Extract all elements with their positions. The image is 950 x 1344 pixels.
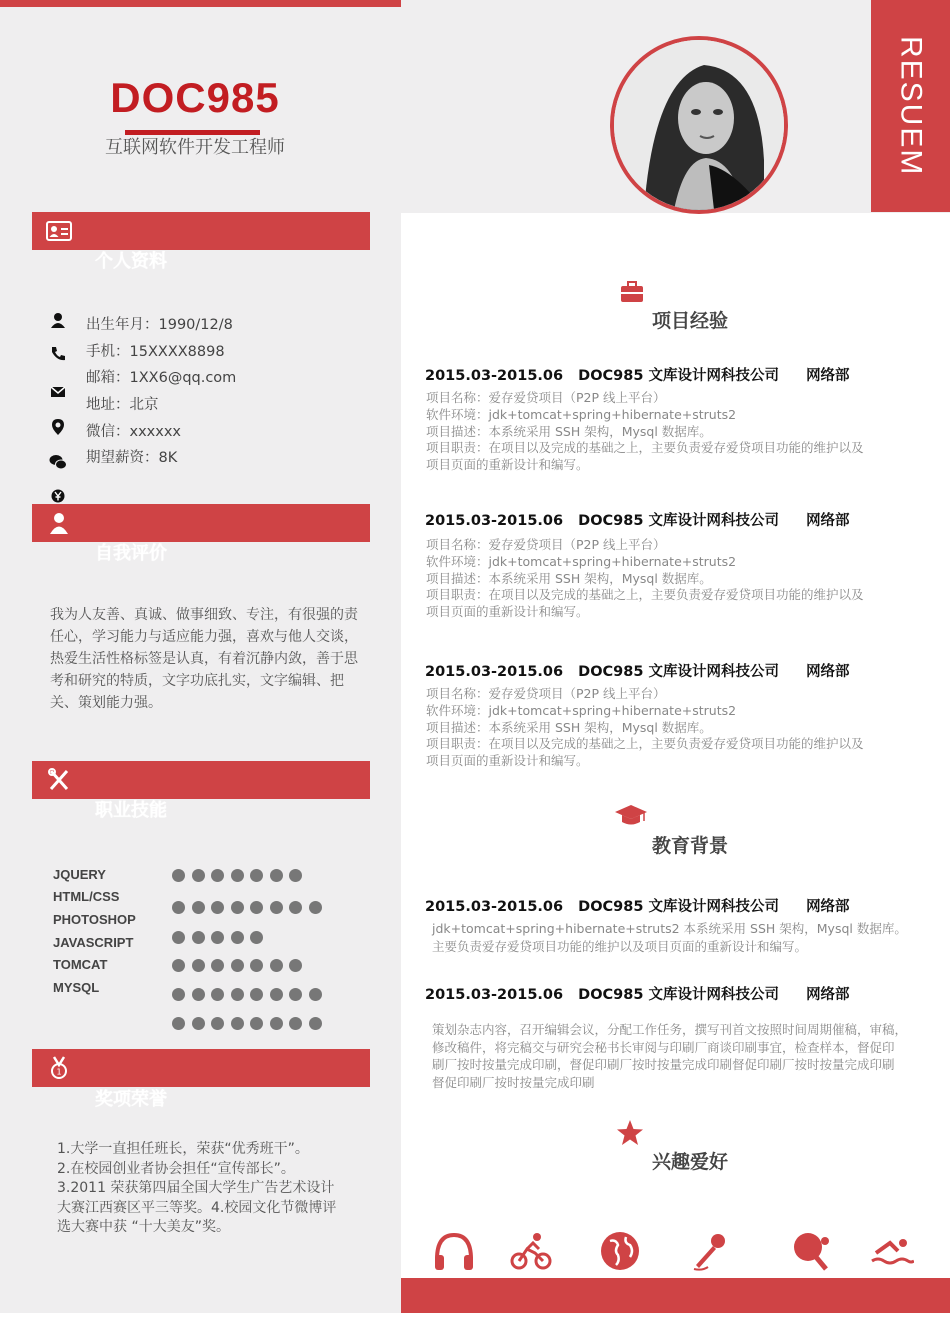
left-top-accent-bar <box>0 0 401 7</box>
skill-dot <box>172 869 185 882</box>
awards-header <box>32 1049 370 1087</box>
entry-line: 刷厂按时按量完成印刷，督促印刷厂按时按量完成印刷督促印刷厂按时按量完成印刷 <box>432 1057 895 1072</box>
skill-level-dots <box>172 901 328 914</box>
project-entry-heading <box>425 364 850 385</box>
skill-dot <box>192 1017 205 1030</box>
entry-line: 项目描述：本系统采用 SSH 架构，Mysql 数据库。 <box>426 570 712 586</box>
skill-dot <box>250 869 263 882</box>
job-title: 互联网软件开发工程师 <box>105 137 285 158</box>
skill-dot <box>172 959 185 972</box>
skill-dot <box>270 1017 283 1030</box>
project-entry-body <box>426 390 864 474</box>
candidate-name: DOC985 <box>110 74 280 121</box>
skill-dot <box>231 931 244 944</box>
skill-dot <box>211 931 224 944</box>
entry-dept: 网络部 <box>806 513 850 529</box>
entry-date: 2015.03-2015.06 <box>425 368 564 384</box>
entry-line: 项目职责：在项目以及完成的基础之上，主要负责爱存爱贷项目功能的维护以及 <box>426 440 864 456</box>
entry-line: 督促印刷厂按时按量完成印刷 <box>432 1074 595 1090</box>
skill-name: JQUERY <box>53 867 106 882</box>
education-entry-body <box>432 1021 907 1091</box>
person-icon <box>48 311 68 331</box>
entry-company: DOC985 文库设计网科技公司 <box>578 368 779 384</box>
skill-name: TOMCAT <box>53 957 108 972</box>
skill-level-dots <box>172 959 309 972</box>
briefcase-icon <box>619 279 645 305</box>
entry-dept: 网络部 <box>806 664 850 680</box>
entry-company: DOC985 文库设计网科技公司 <box>578 664 779 680</box>
skill-dot <box>250 1017 263 1030</box>
entry-line: 软件环境：jdk+tomcat+spring+hibernate+struts2 <box>426 406 737 422</box>
skills-header <box>32 761 370 799</box>
phone-icon <box>48 344 68 364</box>
mail-icon <box>48 382 68 402</box>
skill-dot <box>192 931 205 944</box>
skill-dot <box>270 901 283 914</box>
medal-icon <box>46 1056 72 1080</box>
education-entry-body <box>432 920 907 955</box>
user-icon <box>46 511 72 535</box>
skill-dot <box>309 901 322 914</box>
skill-dot <box>289 988 302 1001</box>
skill-dot <box>270 959 283 972</box>
entry-company: DOC985 文库设计网科技公司 <box>578 513 779 529</box>
entry-date: 2015.03-2015.06 <box>425 513 564 529</box>
project-entry-body <box>426 686 864 770</box>
education-entry-heading <box>425 983 850 1004</box>
awards-title: 奖项荣誉 <box>95 1089 167 1110</box>
skill-dot <box>211 869 224 882</box>
project-entry-heading <box>425 660 850 681</box>
award-line: 2.在校园创业者协会担任“宣传部长”。 <box>57 1160 295 1177</box>
skill-dot <box>231 959 244 972</box>
hobbies-title: 兴趣爱好 <box>652 1151 729 1173</box>
svg-text:1: 1 <box>56 1067 62 1077</box>
awards-list <box>57 1140 357 1238</box>
skill-name: JAVASCRIPT <box>53 935 134 950</box>
skill-dot <box>192 869 205 882</box>
self-eval-header <box>32 504 370 542</box>
skill-name: HTML/CSS <box>53 889 120 904</box>
graduation-cap-icon <box>614 803 648 829</box>
skill-name: PHOTOSHOP <box>53 912 136 927</box>
skill-dot <box>250 901 263 914</box>
email: 邮箱：1XX6@qq.com <box>86 370 237 386</box>
tools-icon <box>46 768 72 792</box>
skill-dot <box>250 931 263 944</box>
award-line: 大赛江西赛区平三等奖。4.校园文化节微博评 <box>57 1199 337 1216</box>
skill-dot <box>289 1017 302 1030</box>
skill-dot <box>309 988 322 1001</box>
skill-dot <box>289 959 302 972</box>
entry-line: 项目描述：本系统采用 SSH 架构，Mysql 数据库。 <box>426 423 712 439</box>
skill-dot <box>289 869 302 882</box>
swimming-icon <box>870 1229 914 1273</box>
entry-dept: 网络部 <box>806 987 850 1003</box>
entry-line: 项目名称：爱存爱贷项目（P2P 线上平台） <box>426 537 666 552</box>
ping-pong-icon <box>788 1229 832 1273</box>
skill-dot <box>192 988 205 1001</box>
projects-title: 项目经验 <box>652 310 729 332</box>
entry-line: 项目名称：爱存爱贷项目（P2P 线上平台） <box>426 686 666 701</box>
location-icon <box>48 417 68 437</box>
skill-dot <box>231 869 244 882</box>
award-line: 3.2011 荣获第四届全国大学生广告艺术设计 <box>57 1180 335 1196</box>
skill-level-dots <box>172 1017 328 1030</box>
profile-photo <box>610 36 788 214</box>
entry-line: 项目描述：本系统采用 SSH 架构，Mysql 数据库。 <box>426 719 712 735</box>
skill-level-dots <box>172 869 309 882</box>
skill-level-dots <box>172 988 328 1001</box>
project-entry-heading <box>425 509 850 530</box>
entry-line: 项目职责：在项目以及完成的基础之上，主要负责爱存爱贷项目功能的维护以及 <box>426 736 864 752</box>
skill-dot <box>211 959 224 972</box>
skill-name: MYSQL <box>53 980 100 995</box>
skill-level-dots <box>172 931 270 944</box>
skill-dot <box>192 959 205 972</box>
entry-line: 项目职责：在项目以及完成的基础之上，主要负责爱存爱贷项目功能的维护以及 <box>426 587 864 603</box>
skill-dot <box>211 988 224 1001</box>
skill-dot <box>192 901 205 914</box>
award-line: 1.大学一直担任班长，荣获“优秀班干”。 <box>57 1141 309 1157</box>
entry-date: 2015.03-2015.06 <box>425 987 564 1003</box>
entry-line: 项目页面的重新设计和编写。 <box>426 753 589 769</box>
skill-dot <box>211 1017 224 1030</box>
education-title: 教育背景 <box>652 835 729 857</box>
entry-line: jdk+tomcat+spring+hibernate+struts2 本系统采用 SSH 架构，Mysql 数据库。 <box>432 921 907 936</box>
entry-line: 项目页面的重新设计和编写。 <box>426 604 589 620</box>
entry-line: 修改稿件，将完稿交与研究会秘书长审阅与印刷厂商谈印刷事宜，检查样本，督促印 <box>432 1039 895 1055</box>
id-card-icon <box>46 219 72 243</box>
bottom-accent-bar <box>401 1278 950 1313</box>
skill-dot <box>289 901 302 914</box>
personal-info-title: 个人资料 <box>95 251 167 272</box>
entry-line: 策划杂志内容，召开编辑会议，分配工作任务，撰写刊首文按照时间周期催稿，审稿， <box>432 1022 908 1037</box>
entry-line: 主要负责爱存爱贷项目功能的维护以及项目页面的重新设计和编写。 <box>432 938 808 954</box>
birth-date: 出生年月：1990/12/8 <box>86 317 233 333</box>
star-icon <box>616 1119 644 1147</box>
entry-dept: 网络部 <box>806 368 850 384</box>
yen-icon <box>48 486 68 506</box>
skill-dot <box>250 959 263 972</box>
entry-dept: 网络部 <box>806 899 850 915</box>
personal-info-header <box>32 212 370 250</box>
award-line: 选大赛中获 “十大美友”奖。 <box>57 1219 230 1235</box>
resume-label: RESUEM <box>894 35 928 177</box>
microphone-icon <box>688 1229 732 1273</box>
skill-dot <box>172 901 185 914</box>
phone-number: 手机：15XXXX8898 <box>86 344 225 360</box>
skill-dot <box>211 901 224 914</box>
skill-dot <box>172 988 185 1001</box>
address: 地址：北京 <box>86 397 159 413</box>
globe-icon <box>598 1229 642 1273</box>
expected-salary: 期望薪资：8K <box>86 450 178 466</box>
skills-title: 职业技能 <box>95 800 167 821</box>
skill-dot <box>172 1017 185 1030</box>
wechat-icon <box>48 452 68 472</box>
entry-date: 2015.03-2015.06 <box>425 899 564 915</box>
skill-dot <box>231 988 244 1001</box>
skill-dot <box>309 1017 322 1030</box>
self-eval-text: 我为人友善、真诚、做事细致、专注，有很强的责任心，学习能力与适应能力强，喜欢与他人交谈，热爱生活性格标签是认真，有着沉静内敛，善于思考和研究的特质，文字功底扎实，文字编辑、把关、策划能力强。 <box>50 607 358 711</box>
entry-company: DOC985 文库设计网科技公司 <box>578 899 779 915</box>
entry-line: 项目页面的重新设计和编写。 <box>426 457 589 473</box>
skill-dot <box>231 1017 244 1030</box>
headphones-icon <box>432 1229 476 1273</box>
entry-line: 项目名称：爱存爱贷项目（P2P 线上平台） <box>426 390 666 405</box>
project-entry-body <box>426 537 864 621</box>
entry-company: DOC985 文库设计网科技公司 <box>578 987 779 1003</box>
entry-line: 软件环境：jdk+tomcat+spring+hibernate+struts2 <box>426 702 737 718</box>
entry-line: 软件环境：jdk+tomcat+spring+hibernate+struts2 <box>426 553 737 569</box>
skill-dot <box>250 988 263 1001</box>
skill-dot <box>172 931 185 944</box>
cycling-icon <box>509 1229 553 1273</box>
self-eval-title: 自我评价 <box>95 543 167 564</box>
entry-date: 2015.03-2015.06 <box>425 664 564 680</box>
education-entry-heading <box>425 895 850 916</box>
skill-dot <box>270 988 283 1001</box>
skill-dot <box>231 901 244 914</box>
wechat: 微信：xxxxxx <box>86 424 181 440</box>
skill-dot <box>270 869 283 882</box>
